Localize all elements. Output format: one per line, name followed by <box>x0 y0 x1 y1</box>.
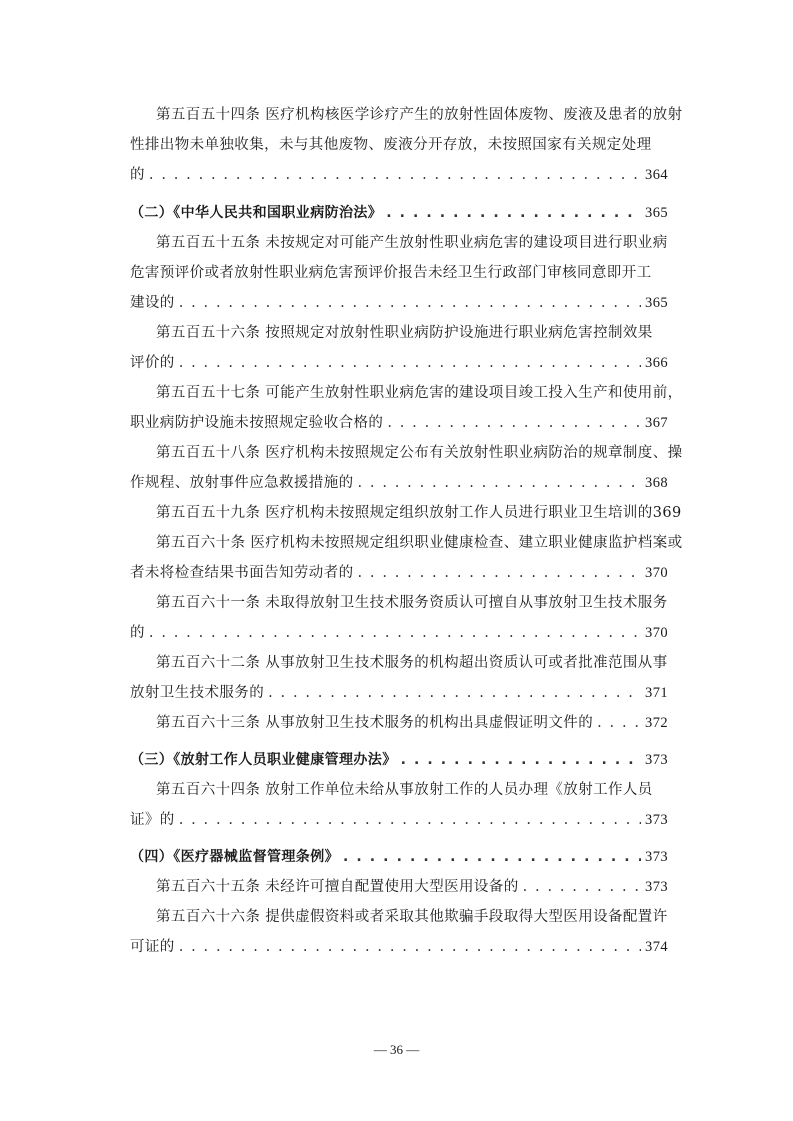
toc-entry-562-line1: 第五百六十二条 从事放射卫生技术服务的机构超出资质认可或者批准范围从事 <box>156 655 668 671</box>
toc-entry-555-line3[interactable] <box>130 288 668 318</box>
toc-page-number: 374 <box>645 939 668 955</box>
toc-entry-text: 的 <box>130 625 145 641</box>
toc-entry-text: 建设的 <box>130 295 175 311</box>
section-heading: （二）《中华人民共和国职业病防治法》 <box>130 205 383 221</box>
toc-page-number: 370 <box>645 625 668 641</box>
toc-section-4[interactable] <box>130 842 668 872</box>
toc-entry-text: 证》的 <box>130 812 175 828</box>
dot-leader <box>343 842 641 872</box>
dot-leader <box>179 348 641 378</box>
toc-section-2[interactable] <box>130 198 668 228</box>
toc-entry-564-line2[interactable] <box>130 805 668 835</box>
dot-leader <box>523 872 641 902</box>
toc-entry-560-line1: 第五百六十条 医疗机构未按照规定组织职业健康检查、建立职业健康监护档案或 <box>156 535 683 551</box>
dot-leader <box>179 288 641 318</box>
toc-page-number: 373 <box>645 752 668 768</box>
toc-entry-557-line2[interactable] <box>130 408 668 438</box>
toc-page-number: 365 <box>645 295 668 311</box>
toc-entry-556-line2[interactable] <box>130 348 668 378</box>
toc-page-number: 368 <box>645 475 668 491</box>
toc-entry-561-line1: 第五百六十一条 未取得放射卫生技术服务资质认可擅自从事放射卫生技术服务 <box>156 595 668 611</box>
toc-section-3[interactable] <box>130 745 668 775</box>
page-number-footer: — 36 — <box>373 1042 420 1057</box>
dot-leader <box>179 805 641 835</box>
toc-page-number: 373 <box>645 812 668 828</box>
toc-entry-566-line1: 第五百六十六条 提供虚假资料或者采取其他欺骗手段取得大型医用设备配置许 <box>156 909 668 925</box>
toc-entry-559[interactable]: 第五百五十九条 医疗机构未按照规定组织放射工作人员进行职业卫生培训的369 <box>156 505 682 521</box>
toc-entry-565[interactable] <box>156 872 668 902</box>
toc-entry-554-line1: 第五百五十四条 医疗机构核医学诊疗产生的放射性固体废物、废液及患者的放射 <box>156 107 683 123</box>
toc-page-number: 370 <box>645 565 668 581</box>
dot-leader <box>401 745 641 775</box>
toc-page-number: 365 <box>645 205 668 221</box>
toc-entry-text: 放射卫生技术服务的 <box>130 685 265 701</box>
toc-page-number: 367 <box>645 415 668 431</box>
toc-entry-563[interactable] <box>156 708 668 738</box>
toc-entry-text: 可证的 <box>130 939 175 955</box>
dot-leader <box>387 408 641 438</box>
toc-page-number: 372 <box>645 715 668 731</box>
toc-entry-text: 职业病防护设施未按照规定验收合格的 <box>130 415 384 431</box>
dot-leader <box>149 618 641 648</box>
toc-entry-text: 评价的 <box>130 355 175 371</box>
toc-entry-558-line1: 第五百五十八条 医疗机构未按照规定公布有关放射性职业病防治的规章制度、操 <box>156 445 683 461</box>
toc-entry-560-line2[interactable] <box>130 558 668 588</box>
toc-entry-556-line1: 第五百五十六条 按照规定对放射性职业病防护设施进行职业病危害控制效果 <box>156 325 653 341</box>
dot-leader <box>268 678 641 708</box>
section-heading: （四）《医疗器械监督管理条例》 <box>130 849 339 865</box>
dot-leader <box>179 932 641 962</box>
dot-leader <box>358 468 642 498</box>
section-heading: （三）《放射工作人员职业健康管理办法》 <box>130 752 397 768</box>
toc-entry-561-line2[interactable] <box>130 618 668 648</box>
toc-entry-557-line1: 第五百五十七条 可能产生放射性职业病危害的建设项目竣工投入生产和使用前， <box>156 385 683 401</box>
dot-leader <box>358 558 642 588</box>
toc-page-number: 373 <box>645 879 668 895</box>
toc-page-number: 366 <box>645 355 668 371</box>
toc-entry-text: 的 <box>130 167 145 183</box>
toc-entry-555-line1: 第五百五十五条 未按规定对可能产生放射性职业病危害的建设项目进行职业病 <box>156 235 668 251</box>
toc-page-number: 364 <box>645 167 668 183</box>
toc-entry-text: 第五百六十三条 从事放射卫生技术服务的机构出具虚假证明文件的 <box>156 715 594 731</box>
toc-entry-555-line2: 危害预评价或者放射性职业病危害预评价报告未经卫生行政部门审核同意即开工 <box>130 265 652 281</box>
dot-leader <box>386 198 641 228</box>
toc-entry-554-line3[interactable] <box>130 160 668 190</box>
toc-entry-566-line2[interactable] <box>130 932 668 962</box>
toc-entry-558-line2[interactable] <box>130 468 668 498</box>
dot-leader <box>597 708 641 738</box>
toc-page-number: 373 <box>645 849 668 865</box>
dot-leader <box>149 160 641 190</box>
toc-entry-562-line2[interactable] <box>130 678 668 708</box>
toc-entry-text: 作规程、放射事件应急救援措施的 <box>130 475 354 491</box>
toc-entry-554-line2: 性排出物未单独收集，未与其他废物、废液分开存放，未按照国家有关规定处理 <box>130 137 652 153</box>
toc-entry-text: 第五百六十五条 未经许可擅自配置使用大型医用设备的 <box>156 879 519 895</box>
toc-entry-564-line1: 第五百六十四条 放射工作单位未给从事放射工作的人员办理《放射工作人员 <box>156 782 653 798</box>
toc-entry-text: 者未将检查结果书面告知劳动者的 <box>130 565 354 581</box>
toc-page-number: 371 <box>645 685 668 701</box>
